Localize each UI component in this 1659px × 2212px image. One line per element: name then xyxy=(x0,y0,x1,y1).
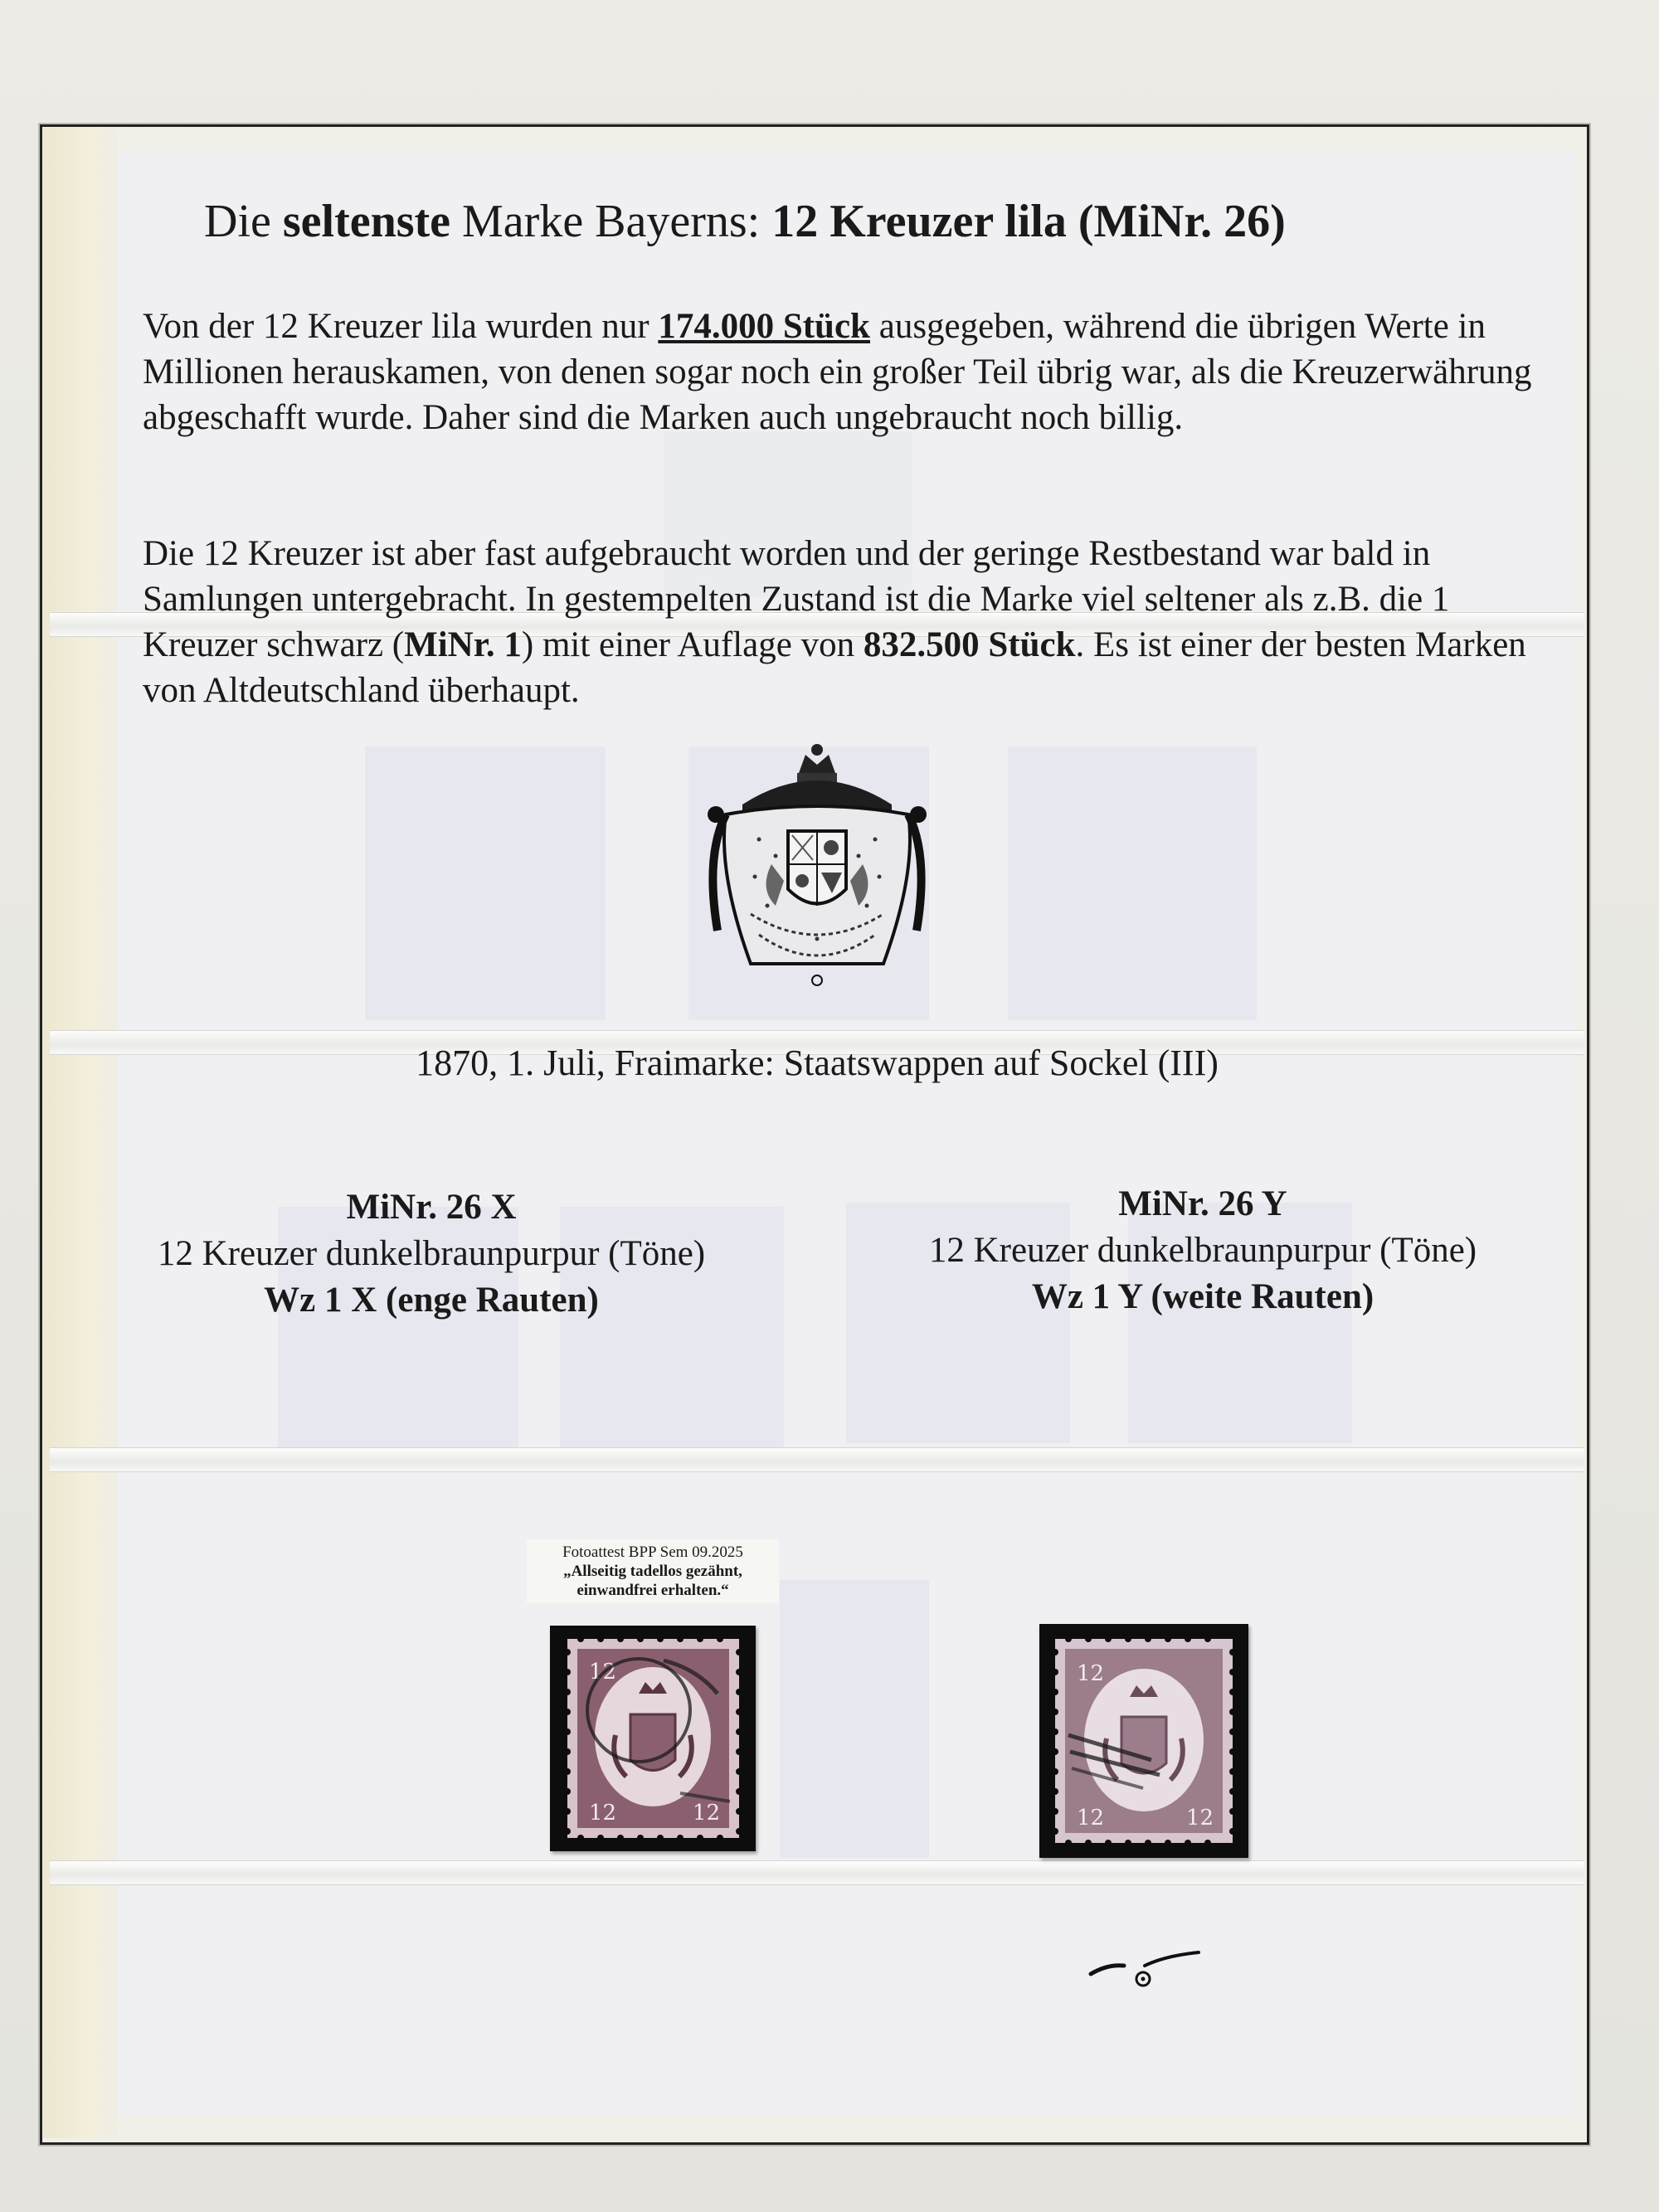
mounting-strip xyxy=(50,1860,1584,1885)
variant-catalog-number: MiNr. 26 X xyxy=(346,1188,517,1227)
variant-watermark: Wz 1 X (enge Rauten) xyxy=(264,1281,599,1320)
rarity-paragraph: Die 12 Kreuzer ist aber fast aufgebraucht worden und der geringe Restbestand war bald in Samlungen untergebracht. In gestempelten Zustand ist die Marke viel seltener als z.B. die 1 Kreuzer schwarz (MiNr. 1) mit einer Auflage von 832.500 Stück. Es ist einer der besten Marken von Altdeutschland überhaupt. xyxy=(143,534,1526,710)
ghost-rect xyxy=(780,1580,929,1858)
svg-text:12: 12 xyxy=(1077,1806,1105,1830)
variant-description: 12 Kreuzer dunkelbraunpurpur (Töne) xyxy=(157,1234,706,1273)
bavarian-coat-of-arms-icon xyxy=(693,740,941,997)
svg-text:12: 12 xyxy=(1186,1806,1214,1830)
page-title: Die seltenste Marke Bayerns: 12 Kreuzer lila (MiNr. 26) xyxy=(204,196,1286,247)
photo-attest-label xyxy=(527,1539,779,1603)
intro-paragraph: Von der 12 Kreuzer lila wurden nur 174.000 Stück ausgegeben, während die übrigen Werte in Millionen herauskamen, von denen sogar noch ein großer Teil übrig war, als die Kreuzerwährung abgeschafft wurde. Daher sind die Marken auch ungebraucht noch billig. xyxy=(143,307,1532,437)
variant-26y xyxy=(888,1181,1518,1320)
expert-signature-mark xyxy=(1087,1941,1203,1991)
bavaria-12-kreuzer-stamp-icon xyxy=(564,1636,742,1841)
attest-line: Fotoattest BPP Sem 09.2025 xyxy=(562,1544,743,1561)
variant-watermark: Wz 1 Y (weite Rauten) xyxy=(1031,1277,1374,1316)
svg-text:12: 12 xyxy=(693,1801,721,1826)
album-page-binding xyxy=(43,128,118,2138)
variant-catalog-number: MiNr. 26 Y xyxy=(1118,1184,1287,1223)
ghost-rect xyxy=(365,746,606,1020)
svg-text:12: 12 xyxy=(589,1801,617,1826)
svg-text:12: 12 xyxy=(1077,1661,1105,1686)
svg-text:12: 12 xyxy=(589,1660,617,1685)
ghost-rect xyxy=(1008,746,1257,1020)
attest-line: einwandfrei erhalten.“ xyxy=(577,1582,729,1599)
variant-26x xyxy=(116,1184,747,1324)
variant-description: 12 Kreuzer dunkelbraunpurpur (Töne) xyxy=(928,1231,1477,1270)
attest-line: „Allseitig tadellos gezähnt, xyxy=(563,1563,742,1580)
mounting-strip xyxy=(50,1447,1584,1472)
issue-description: 1870, 1. Juli, Fraimarke: Staatswappen auf Sockel (III) xyxy=(416,1043,1219,1083)
bavaria-12-kreuzer-stamp-icon xyxy=(1052,1636,1236,1846)
